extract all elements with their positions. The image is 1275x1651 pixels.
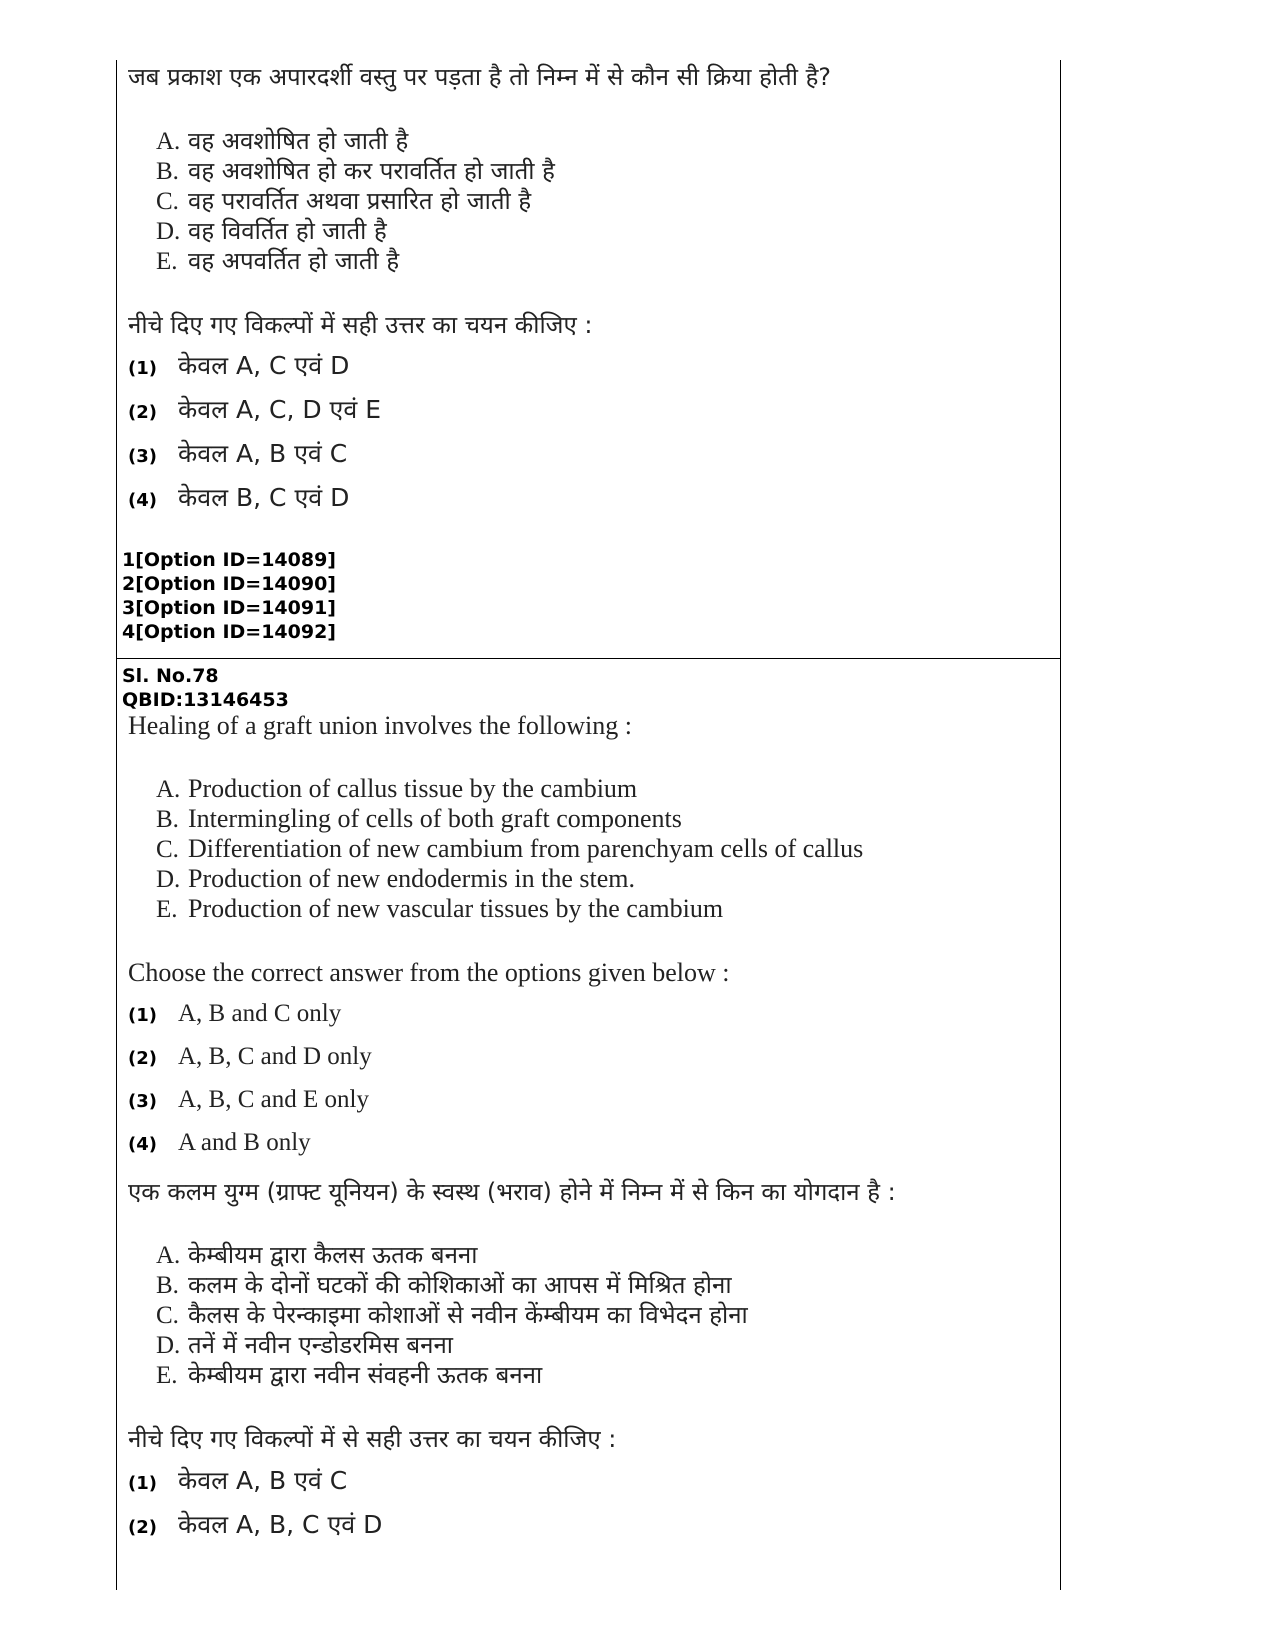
option-3[interactable]: (3) केवल A, B एवं C <box>128 439 348 468</box>
statement-b: B. Intermingling of cells of both graft components <box>156 804 682 833</box>
option-2-hindi[interactable]: (2) केवल A, B, C एवं D <box>128 1510 383 1539</box>
statement-e-hindi: E. केम्बीयम द्वारा नवीन संवहनी ऊतक बनना <box>156 1361 543 1389</box>
option-id: 4[Option ID=14092] <box>122 621 336 643</box>
choose-instruction: Choose the correct answer from the options given below : <box>128 958 730 987</box>
option-2[interactable]: (2) केवल A, C, D एवं E <box>128 395 382 424</box>
statement-c-hindi: C. कैलस के पेरन्काइमा कोशाओं से नवीन केंम्बीयम का विभेदन होना <box>156 1301 748 1329</box>
statement-c: C. वह परावर्तित अथवा प्रसारित हो जाती है <box>156 187 532 215</box>
question-stem: जब प्रकाश एक अपारदर्शी वस्तु पर पड़ता है तो निम्न में से कौन सी क्रिया होती है? <box>128 63 832 91</box>
statement-a: A. Production of callus tissue by the cambium <box>156 774 638 803</box>
option-3[interactable]: (3) A, B, C and E only <box>128 1086 369 1113</box>
statement-b-hindi: B. कलम के दोनों घटकों की कोशिकाओं का आपस में मिश्रित होना <box>156 1271 732 1299</box>
option-1[interactable]: (1) A, B and C only <box>128 1000 342 1027</box>
choose-instruction: नीचे दिए गए विकल्पों में सही उत्तर का चयन कीजिए : <box>128 311 593 339</box>
option-4[interactable]: (4) केवल B, C एवं D <box>128 483 350 512</box>
statement-c: C. Differentiation of new cambium from parenchyam cells of callus <box>156 834 864 863</box>
question-bank-id: QBID:13146453 <box>122 689 289 711</box>
option-1-hindi[interactable]: (1) केवल A, B एवं C <box>128 1466 348 1495</box>
statement-a-hindi: A. केम्बीयम द्वारा कैलस ऊतक बनना <box>156 1241 478 1269</box>
option-2[interactable]: (2) A, B, C and D only <box>128 1043 372 1070</box>
statement-b: B. वह अवशोषित हो कर परावर्तित हो जाती है <box>156 157 555 185</box>
question-divider <box>116 658 1061 659</box>
choose-instruction-hindi: नीचे दिए गए विकल्पों में से सही उत्तर का चयन कीजिए : <box>128 1425 617 1453</box>
option-1[interactable]: (1) केवल A, C एवं D <box>128 351 350 380</box>
option-4[interactable]: (4) A and B only <box>128 1129 311 1156</box>
statement-d-hindi: D. तनें में नवीन एन्डोडरमिस बनना <box>156 1331 453 1359</box>
statement-e: E. Production of new vascular tissues by the cambium <box>156 894 724 923</box>
serial-number: Sl. No.78 <box>122 665 219 687</box>
option-id-list <box>122 548 336 644</box>
question-stem: Healing of a graft union involves the following : <box>128 711 633 740</box>
statement-e: E. वह अपवर्तित हो जाती है <box>156 247 400 275</box>
statement-d: D. वह विवर्तित हो जाती है <box>156 217 387 245</box>
question-stem-hindi: एक कलम युग्म (ग्राफ्ट यूनियन) के स्वस्थ (भराव) होने में निम्न में से किन का योगदान है : <box>128 1178 896 1206</box>
statement-a: A. वह अवशोषित हो जाती है <box>156 127 409 155</box>
option-id: 1[Option ID=14089] <box>122 549 336 571</box>
statement-d: D. Production of new endodermis in the stem. <box>156 864 635 893</box>
option-id: 2[Option ID=14090] <box>122 573 336 595</box>
option-id: 3[Option ID=14091] <box>122 597 336 619</box>
